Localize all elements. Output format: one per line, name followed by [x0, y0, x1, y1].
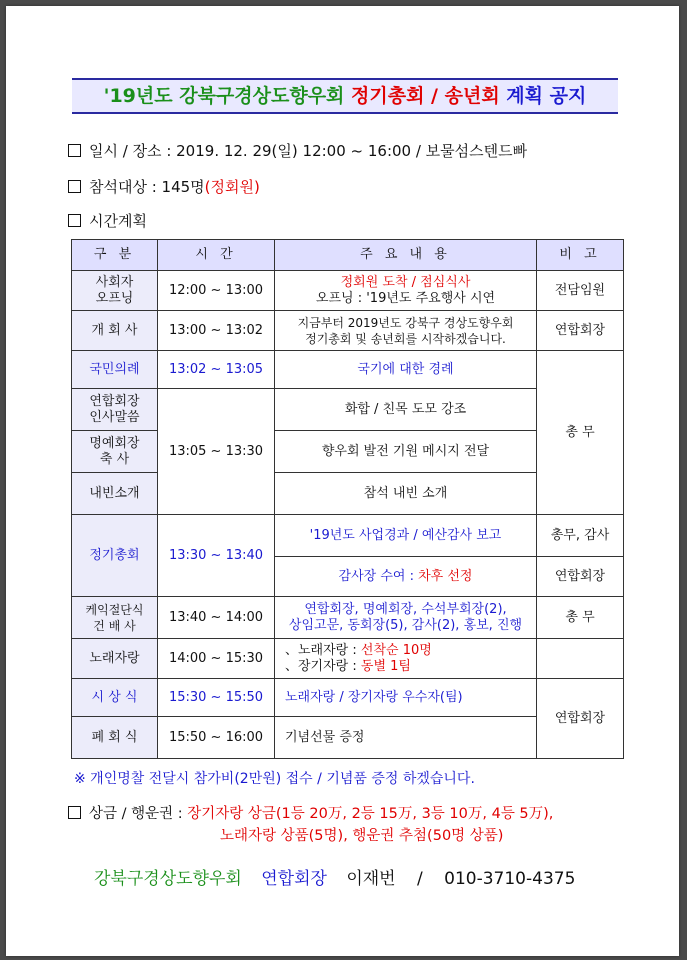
- header-section: 구 분: [72, 240, 158, 271]
- section-cell: 케익절단식 건 배 사: [72, 597, 158, 639]
- note-cell: 총무, 감사: [537, 515, 624, 557]
- time-cell: 13:40 ~ 14:00: [158, 597, 275, 639]
- attendees-note: (정회원): [204, 178, 260, 196]
- note-cell: 전담임원: [537, 271, 624, 311]
- contact-footer: [94, 864, 575, 889]
- content-cell: 노래자랑 / 장기자랑 우수자(팀): [275, 679, 537, 717]
- section-cell: 연합회장 인사말씀: [72, 389, 158, 431]
- content-cell: 기념선물 증정: [275, 717, 537, 759]
- content-part: 、장기자랑 :: [285, 658, 361, 674]
- content-line: 지금부터 2019년도 강북구 경상도향우회: [297, 315, 514, 330]
- note-cell: 총 무: [537, 351, 624, 515]
- section-cell: 내빈소개: [72, 473, 158, 515]
- header-note: 비 고: [537, 240, 624, 271]
- note-cell: 총 무: [537, 597, 624, 639]
- prize-block: [68, 803, 553, 847]
- footer-role: 연합회장: [261, 869, 327, 889]
- note-cell: 연합회장: [537, 679, 624, 759]
- prize-line1: 장기자랑 상금(1등 20万, 2등 15万, 3등 10万, 4등 5万),: [187, 806, 554, 822]
- datetime-text: 일시 / 장소 : 2019. 12. 29(일) 12:00 ~ 16:00 / 보물섬스텐드빠: [89, 142, 528, 160]
- content-line: 연합회장, 명예회장, 수석부회장(2),: [304, 601, 507, 617]
- time-cell: 13:00 ~ 13:02: [158, 311, 275, 351]
- content-cell: 국기에 대한 경례: [275, 351, 537, 389]
- content-line: 상임고문, 동회장(5), 감사(2), 홍보, 진행: [288, 617, 523, 633]
- note-cell: 연합회장: [537, 557, 624, 597]
- footer-phone: 010-3710-4375: [444, 869, 576, 889]
- section-cell: 폐 회 식: [72, 717, 158, 759]
- schedule-table: [71, 239, 624, 759]
- table-row: [72, 515, 624, 557]
- content-part: 감사장 수여 :: [338, 568, 419, 584]
- title-suffix: 계획 공지: [499, 85, 587, 107]
- attendees-text: 참석대상 : 145명: [89, 178, 205, 196]
- attendees-line: [68, 176, 260, 197]
- content-cell: '19년도 사업경과 / 예산감사 보고: [275, 515, 537, 557]
- section-cell: 정기총회: [72, 515, 158, 597]
- prize-label: 상금 / 행운권 :: [89, 806, 188, 822]
- checkbox-icon: [68, 180, 81, 193]
- table-row: [72, 597, 624, 639]
- section-cell: 노래자랑: [72, 639, 158, 679]
- notice-title: [72, 78, 618, 114]
- datetime-line: [68, 140, 527, 161]
- note-cell: [537, 639, 624, 679]
- section-cell: 국민의례: [72, 351, 158, 389]
- content-cell: 향우회 발전 기원 메시지 전달: [275, 431, 537, 473]
- content-part: 동별 1팀: [360, 658, 411, 674]
- header-time: 시 간: [158, 240, 275, 271]
- content-cell: [275, 597, 537, 639]
- checkbox-icon: [68, 144, 81, 157]
- content-cell: 화합 / 친목 도모 강조: [275, 389, 537, 431]
- table-row: [72, 679, 624, 717]
- table-row: [72, 311, 624, 351]
- content-cell: [275, 639, 537, 679]
- content-part: 차후 선정: [418, 568, 473, 584]
- time-cell: 15:50 ~ 16:00: [158, 717, 275, 759]
- time-cell: 13:30 ~ 13:40: [158, 515, 275, 597]
- note-cell: 연합회장: [537, 311, 624, 351]
- title-org: '19년도 강북구경상도향우회: [103, 85, 352, 107]
- time-cell: 12:00 ~ 13:00: [158, 271, 275, 311]
- notice-page: [6, 6, 679, 956]
- schedule-label: 시간계획: [89, 212, 147, 230]
- time-cell: 13:02 ~ 13:05: [158, 351, 275, 389]
- checkbox-icon: [68, 214, 81, 227]
- title-event: 정기총회 / 송년회: [351, 85, 500, 107]
- footer-separator: /: [417, 869, 423, 889]
- time-cell: 13:05 ~ 13:30: [158, 389, 275, 515]
- content-cell: [275, 557, 537, 597]
- time-cell: 14:00 ~ 15:30: [158, 639, 275, 679]
- header-content: 주 요 내 용: [275, 240, 537, 271]
- content-cell: [275, 311, 537, 351]
- time-cell: 15:30 ~ 15:50: [158, 679, 275, 717]
- table-row: [72, 271, 624, 311]
- checkbox-icon: [68, 806, 81, 819]
- table-row: [72, 639, 624, 679]
- table-row: [72, 351, 624, 389]
- footer-name: 이재번: [346, 869, 396, 889]
- content-line: 오프닝 : '19년도 주요행사 시연: [315, 290, 496, 306]
- content-cell: [275, 271, 537, 311]
- content-part: 선착순 10명: [360, 642, 432, 658]
- prize-line2: 노래자랑 상품(5명), 행운권 추첨(50명 상품): [220, 828, 504, 844]
- content-cell: 참석 내빈 소개: [275, 473, 537, 515]
- content-line: 정기총회 및 송년회를 시작하겠습니다.: [305, 331, 506, 346]
- section-cell: 시 상 식: [72, 679, 158, 717]
- table-header-row: [72, 240, 624, 271]
- section-cell: 사회자 오프닝: [72, 271, 158, 311]
- schedule-heading: [68, 210, 147, 231]
- content-line: 정회원 도착 / 점심식사: [340, 274, 471, 290]
- section-cell: 개 회 사: [72, 311, 158, 351]
- content-part: 、노래자랑 :: [285, 642, 361, 658]
- fee-note: ※ 개인명찰 전달시 참가비(2만원) 접수 / 기념품 증정 하겠습니다.: [74, 771, 475, 787]
- footer-org: 강북구경상도향우회: [94, 869, 242, 889]
- section-cell: 명예회장 축 사: [72, 431, 158, 473]
